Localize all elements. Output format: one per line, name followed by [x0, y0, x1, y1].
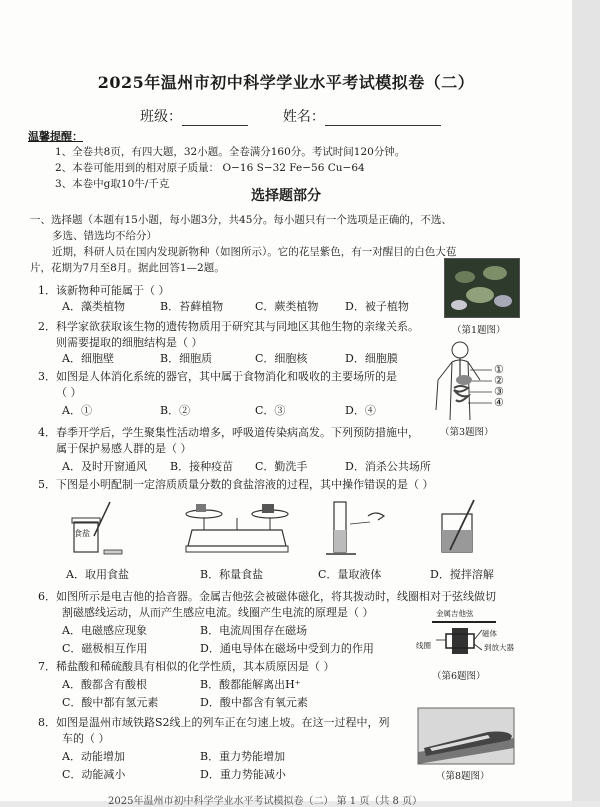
q8-stem-1: 8．如图是温州市域铁路S2线上的列车正在匀速上坡。在这一过程中，列	[38, 716, 390, 729]
tip-2: 2、本卷可能用到的相对原子质量： O−16 S−32 Fe−56 Cu−64	[55, 162, 365, 174]
q1-plant-image	[444, 258, 520, 318]
organ-label-2: ②	[494, 374, 504, 387]
tip-3: 3、本卷中g取10牛/千克	[55, 178, 170, 190]
section-intro-1: 一、选择题（本题有15小题，每小题3分，共45分。每小题只有一个选项是正确的，不选、	[30, 214, 452, 226]
q4-stem-2: 属于保护易感人群的是（ ）	[56, 442, 192, 455]
q6-stem-2: 割磁感线运动，从而产生感应电流。线圈产生电流的原理是（ ）	[62, 606, 374, 619]
q3-option-c[interactable]: C．③	[255, 404, 286, 417]
q1-option-a[interactable]: A．藻类植物	[62, 300, 125, 313]
q6-option-a[interactable]: A．电磁感应现象	[62, 624, 147, 637]
q6-option-c[interactable]: C．磁极相互作用	[62, 642, 148, 655]
q1-option-c[interactable]: C．蕨类植物	[255, 300, 319, 313]
q8-option-a[interactable]: A．动能增加	[62, 750, 125, 763]
q1-stem: 1．该新物种可能属于（ ）	[38, 284, 170, 297]
q5-option-b[interactable]: B．称量食盐	[200, 568, 264, 581]
q6-caption: （第6题图）	[432, 671, 486, 682]
q5-measure-liquid-figure	[322, 496, 392, 560]
q5-option-d[interactable]: D．搅拌溶解	[430, 568, 494, 581]
student-info	[140, 106, 441, 126]
organ-label-1: ①	[494, 363, 504, 376]
q3-option-b[interactable]: B．②	[160, 404, 191, 417]
q5-stem: 5．下图是小明配制一定溶质质量分数的食盐溶液的过程，其中操作错误的是（ ）	[38, 478, 434, 491]
q2-option-a[interactable]: A．细胞壁	[62, 352, 114, 365]
pickup-magnet-label: 磁体	[482, 629, 497, 638]
q2-option-d[interactable]: D．细胞膜	[345, 352, 398, 365]
q4-option-a[interactable]: A．及时开窗通风	[62, 460, 147, 473]
q5-option-a[interactable]: A．取用食盐	[66, 568, 129, 581]
tips-heading: 温馨提醒：	[28, 130, 83, 143]
q6-option-d[interactable]: D．通电导体在磁场中受到力的作用	[200, 642, 374, 655]
page-edge	[572, 0, 600, 801]
q4-stem-1: 4．春季开学后，学生聚集性活动增多，呼吸道传染病高发。下列预防措施中，	[38, 426, 419, 439]
passage-1: 近期，科研人员在国内发现新物种（如图所示）。它的花呈紫色，有一对醒目的白色大苞	[52, 246, 457, 258]
q3-stem-1: 3．如图是人体消化系统的器官，其中属于食物消化和吸收的主要场所的是	[38, 370, 397, 383]
name-label: 姓名：	[282, 109, 325, 125]
q2-stem-1: 2．科学家欲获取该生物的遗传物质用于研究其与同地区其他生物的亲缘关系。	[38, 320, 419, 333]
q4-option-b[interactable]: B．接种疫苗	[170, 460, 234, 473]
q1-caption: （第1题图）	[452, 325, 506, 336]
class-label: 班级：	[140, 109, 182, 125]
q8-caption: （第8题图）	[436, 771, 490, 782]
exam-title: 2025年温州市初中科学学业水平考试模拟卷（二）	[97, 73, 475, 92]
q7-option-c[interactable]: C．酸中都有氢元素	[62, 696, 159, 709]
q5-salt-label: 食盐	[74, 529, 90, 538]
q6-stem-1: 6．如图所示是电吉他的拾音器。金属吉他弦会被磁体磁化，将其拨动时，线圈相对于弦线做切	[38, 590, 496, 603]
q8-option-c[interactable]: C．动能减小	[62, 768, 126, 781]
name-blank[interactable]	[325, 125, 441, 126]
pickup-coil-label: 线圈	[416, 641, 431, 650]
q2-option-b[interactable]: B．细胞质	[160, 352, 213, 365]
pickup-string-label: 金属吉他弦	[436, 609, 474, 618]
q4-option-d[interactable]: D．消杀公共场所	[345, 460, 431, 473]
q8-stem-2: 车的（ ）	[62, 732, 110, 745]
q2-option-c[interactable]: C．细胞核	[255, 352, 308, 365]
section-intro-2: 多选、错选均不给分）	[52, 230, 157, 242]
q2-stem-2: 则需要提取的细胞结构是（ ）	[56, 336, 203, 349]
q8-train-image	[418, 708, 514, 764]
q3-option-d[interactable]: D．④	[345, 404, 376, 417]
q8-option-d[interactable]: D．重力势能减小	[200, 768, 286, 781]
q1-option-d[interactable]: D．被子植物	[345, 300, 409, 313]
q3-option-a[interactable]: A．①	[62, 404, 92, 417]
q7-option-a[interactable]: A．酸都含有酸根	[62, 678, 147, 691]
q1-option-b[interactable]: B．苔藓植物	[160, 300, 224, 313]
section-title: 选择题部分	[251, 188, 321, 204]
q7-option-b[interactable]: B．酸都能解离出H⁺	[200, 678, 301, 691]
q6-option-b[interactable]: B．电流周围存在磁场	[200, 624, 308, 637]
pickup-amp-label: 到放大器	[484, 643, 514, 652]
q3-caption: （第3题图）	[440, 427, 494, 438]
tip-1: 1、全卷共8页，有四大题，32小题。全卷满分160分。考试时间120分钟。	[55, 146, 406, 158]
q7-option-d[interactable]: D．酸中都含有氧元素	[200, 696, 308, 709]
q6-pickup-figure	[432, 620, 496, 660]
q7-stem: 7．稀盐酸和稀硫酸具有相似的化学性质，其本质原因是（ ）	[38, 660, 335, 673]
q3-stem-2: （ ）	[56, 386, 82, 399]
q8-option-b[interactable]: B．重力势能增加	[200, 750, 286, 763]
q5-option-c[interactable]: C．量取液体	[318, 568, 382, 581]
organ-label-4: ④	[494, 396, 504, 409]
class-blank[interactable]	[182, 125, 248, 126]
page-footer: 2025年温州市初中科学学业水平考试模拟卷（二） 第 1 页（共 8 页）	[108, 796, 423, 807]
q5-take-salt-figure	[66, 496, 126, 558]
passage-2: 片，花期为7月至8月。据此回答1—2题。	[30, 262, 225, 274]
organ-label-3: ③	[494, 385, 504, 398]
q5-balance-figure	[182, 500, 292, 558]
q5-stir-figure	[430, 496, 490, 558]
q4-option-c[interactable]: C．勤洗手	[255, 460, 308, 473]
